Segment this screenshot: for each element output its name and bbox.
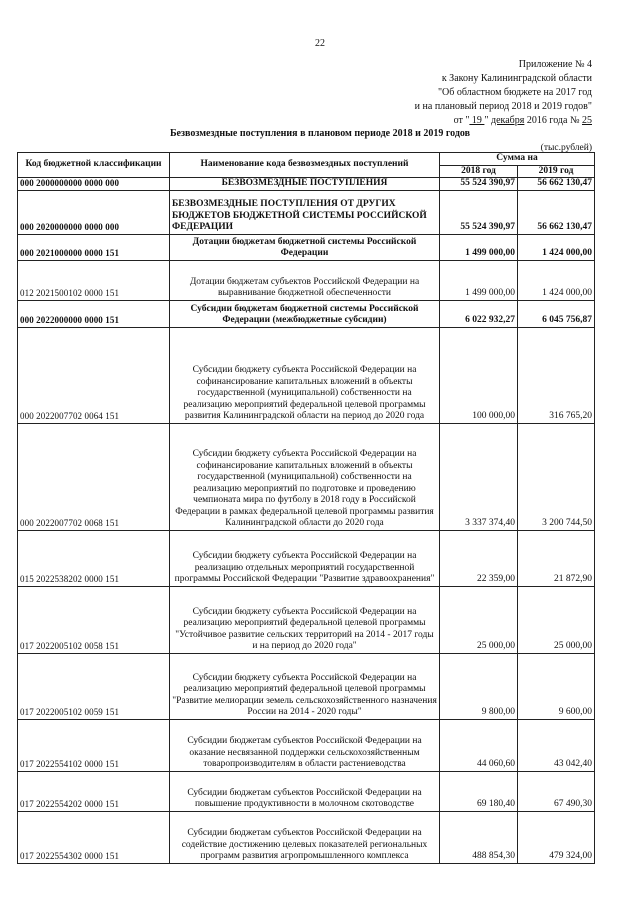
row-name: Субсидии бюджетам субъектов Российской Федерации на повышение продуктивности в молочном скотоводстве [170,771,440,811]
units-label: (тыс.рублей) [540,143,592,153]
row-value-2019: 6 045 756,87 [518,300,595,327]
row-value-2018: 25 000,00 [440,586,518,653]
row-code: 017 2022554202 0000 151 [18,771,170,811]
row-value-2019: 1 424 000,00 [518,260,595,300]
date-day: 19 [469,115,485,126]
row-value-2018: 55 524 390,97 [440,190,518,234]
row-value-2019: 25 000,00 [518,586,595,653]
table-row [18,190,595,234]
row-value-2018: 1 499 000,00 [440,260,518,300]
row-code: 000 2022007702 0064 151 [18,327,170,423]
row-name: БЕЗВОЗМЕЗДНЫЕ ПОСТУПЛЕНИЯ [170,178,440,191]
table-row [18,260,595,300]
row-name: Субсидии бюджетам субъектов Российской Федерации на оказание несвязанной поддержки сельскохозяйственным товаропроизводителям в области растениеводства [170,719,440,771]
row-code: 017 2022554102 0000 151 [18,719,170,771]
date-number: 25 [582,115,592,126]
table-row [18,653,595,719]
appendix-block [415,58,592,128]
row-name: Субсидии бюджету субъекта Российской Федерации на софинансирование капитальных вложений в объекты государственной (муниципальной) собственности на реализацию мероприятий по подготовке и проведению чемпионата мира по футболу в 2018 году в Российской Федерации в рамках федеральной целевой программы развития Калининградской области до 2020 года [170,423,440,530]
row-code: 012 2021500102 0000 151 [18,260,170,300]
row-value-2018: 100 000,00 [440,327,518,423]
date-month: декабря [491,115,525,126]
table-row [18,423,595,530]
table-row [18,178,595,191]
appendix-line-4: и на плановый период 2018 и 2019 годов" [414,101,592,112]
table-row [18,719,595,771]
row-code: 015 2022538202 0000 151 [18,530,170,586]
row-value-2018: 3 337 374,40 [440,423,518,530]
row-name: Субсидии бюджетам субъектов Российской Федерации на содействие достижению целевых показателей региональных программ развития агропромышленного комплекса [170,811,440,863]
row-name: Дотации бюджетам бюджетной системы Российской Федерации [170,234,440,260]
row-value-2019: 43 042,40 [518,719,595,771]
budget-table [17,152,595,864]
row-value-2018: 55 524 390,97 [440,178,518,191]
row-code: 017 2022554302 0000 151 [18,811,170,863]
row-name: Дотации бюджетам субъектов Российской Федерации на выравнивание бюджетной обеспеченности [170,260,440,300]
row-name: Субсидии бюджету субъекта Российской Федерации на реализацию мероприятий федеральной целевой программы "Развитие мелиорации земель сельскохозяйственного назначения России на 2014 - 2020 годы" [170,653,440,719]
row-code: 017 2022005102 0059 151 [18,653,170,719]
date-year-no: 2016 года № [524,115,582,126]
row-value-2019: 479 324,00 [518,811,595,863]
row-value-2019: 316 765,20 [518,327,595,423]
row-name: Субсидии бюджету субъекта Российской Федерации на реализацию отдельных мероприятий государственной программы Российской Федерации "Развитие здравоохранения" [170,530,440,586]
header-2018: 2018 год [440,165,518,178]
document-title: Безвозмездные поступления в плановом периоде 2018 и 2019 годов [169,128,471,139]
page-number: 22 [315,38,325,49]
appendix-line-1: Приложение № 4 [518,59,592,70]
row-value-2019: 21 872,90 [518,530,595,586]
row-value-2019: 56 662 130,47 [518,190,595,234]
row-code: 000 2022007702 0068 151 [18,423,170,530]
appendix-line-3: "Об областном бюджете на 2017 год [437,87,592,98]
row-code: 000 2000000000 0000 000 [18,178,170,191]
table-row [18,530,595,586]
date-prefix: от " [453,115,470,126]
row-value-2018: 22 359,00 [440,530,518,586]
row-value-2019: 3 200 744,50 [518,423,595,530]
table-row [18,300,595,327]
appendix-date-line [415,114,592,128]
date-mid: " [484,115,491,126]
header-2019: 2019 год [518,165,595,178]
row-name: Субсидии бюджетам бюджетной системы Российской Федерации (межбюджетные субсидии) [170,300,440,327]
appendix-line-2: к Закону Калининградской области [441,73,592,84]
row-code: 000 2021000000 0000 151 [18,234,170,260]
row-value-2018: 488 854,30 [440,811,518,863]
table-row [18,327,595,423]
row-name: БЕЗВОЗМЕЗДНЫЕ ПОСТУПЛЕНИЯ ОТ ДРУГИХ БЮДЖЕТОВ БЮДЖЕТНОЙ СИСТЕМЫ РОССИЙСКОЙ ФЕДЕРАЦИИ [170,190,440,234]
row-value-2018: 1 499 000,00 [440,234,518,260]
row-name: Субсидии бюджету субъекта Российской Федерации на софинансирование капитальных вложений в объекты государственной (муниципальной) собственности на реализацию мероприятий федеральной целевой программы развития Калининградской области на период до 2020 года [170,327,440,423]
row-code: 000 2022000000 0000 151 [18,300,170,327]
row-code: 000 2020000000 0000 000 [18,190,170,234]
row-value-2019: 1 424 000,00 [518,234,595,260]
row-value-2019: 9 600,00 [518,653,595,719]
row-name: Субсидии бюджету субъекта Российской Федерации на реализацию мероприятий федеральной целевой программы "Устойчивое развитие сельских территорий на 2014 - 2017 годы и на период до 2020 года" [170,586,440,653]
row-value-2018: 69 180,40 [440,771,518,811]
header-name: Наименование кода безвозмездных поступлений [170,153,440,178]
header-code: Код бюджетной классификации [18,153,170,178]
row-value-2019: 56 662 130,47 [518,178,595,191]
table-row [18,234,595,260]
row-value-2019: 67 490,30 [518,771,595,811]
row-value-2018: 9 800,00 [440,653,518,719]
row-value-2018: 6 022 932,27 [440,300,518,327]
table-row [18,586,595,653]
row-value-2018: 44 060,60 [440,719,518,771]
table-row [18,771,595,811]
table-row [18,811,595,863]
row-code: 017 2022005102 0058 151 [18,586,170,653]
header-sum: Сумма на [440,153,595,166]
